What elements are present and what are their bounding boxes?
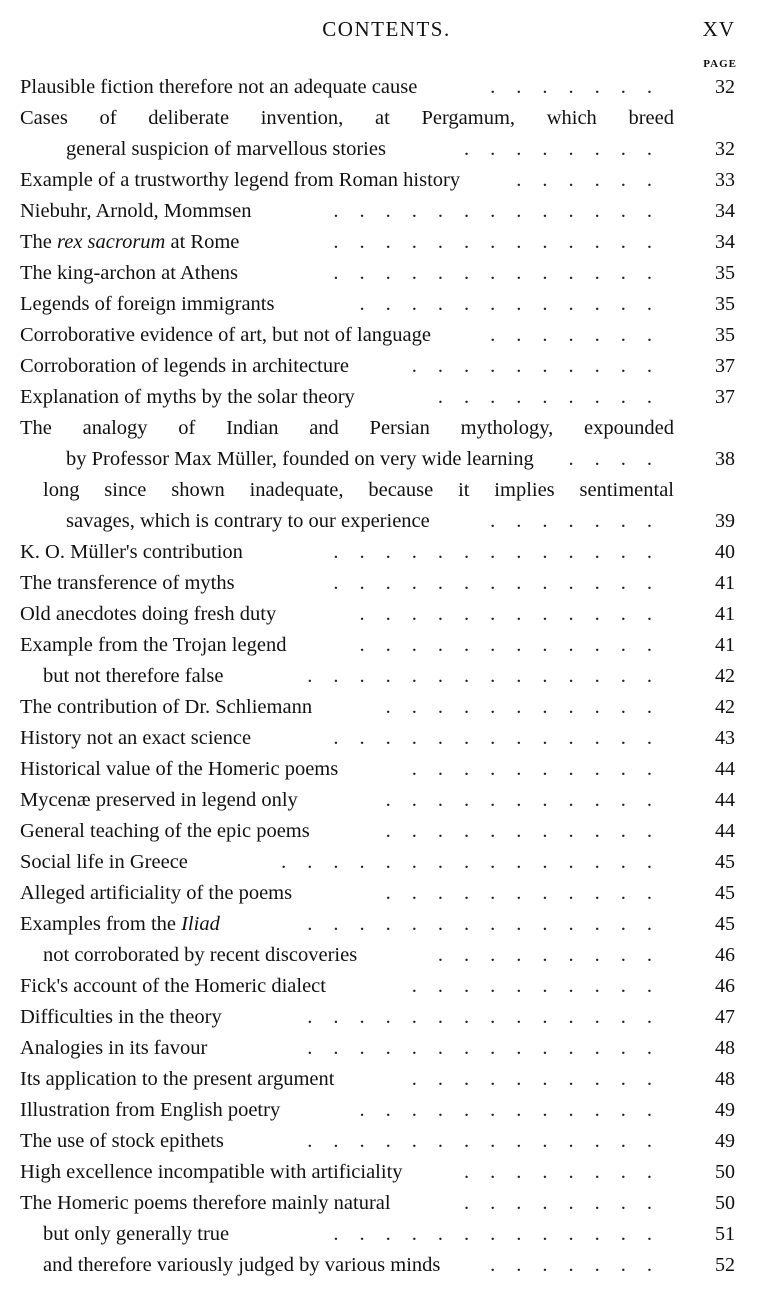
toc-page-number: 32 xyxy=(715,76,735,98)
toc-entry xyxy=(0,1002,773,1033)
toc-page-number: 35 xyxy=(715,293,735,315)
toc-entry-title-italic: rex sacrorum xyxy=(57,231,166,253)
toc-entry xyxy=(0,1250,773,1281)
toc-entry xyxy=(0,1095,773,1126)
toc-entry xyxy=(0,971,773,1002)
toc-entry-title: The contribution of Dr. Schliemann xyxy=(20,696,313,718)
toc-page-number: 45 xyxy=(715,913,735,935)
leader-dots: ......... xyxy=(437,386,673,408)
toc-entry-title: savages, which is contrary to our experience xyxy=(66,510,430,532)
toc-entry-title: Cases of deliberate invention, at Pergamum, which breed xyxy=(20,107,674,129)
toc-entry-title: Corroboration of legends in architecture xyxy=(20,355,350,377)
toc-entry xyxy=(0,1219,773,1250)
toc-page-number: 35 xyxy=(715,262,735,284)
leader-dots: ............ xyxy=(359,634,673,656)
toc-entry xyxy=(0,134,773,165)
toc-entry xyxy=(0,816,773,847)
toc-entry-title: Alleged artificiality of the poems xyxy=(20,882,293,904)
toc-entry-title: Difficulties in the theory xyxy=(20,1006,222,1028)
leader-dots: .............. xyxy=(307,1037,673,1059)
toc-entry xyxy=(0,413,773,444)
leader-dots: ............ xyxy=(359,293,673,315)
toc-entry xyxy=(0,506,773,537)
toc-entry-title: Historical value of the Homeric poems xyxy=(20,758,339,780)
toc-entry xyxy=(0,754,773,785)
toc-entry-title: History not an exact science xyxy=(20,727,252,749)
toc-entry xyxy=(0,382,773,413)
toc-page-number: 42 xyxy=(715,696,735,718)
toc-entry xyxy=(0,630,773,661)
toc-page-number: 50 xyxy=(715,1192,735,1214)
toc-page-number: 48 xyxy=(715,1037,735,1059)
toc-entry xyxy=(0,289,773,320)
toc-entry xyxy=(0,444,773,475)
toc-entry xyxy=(0,1126,773,1157)
toc-page-number: 50 xyxy=(715,1161,735,1183)
toc-entry-title: The king-archon at Athens xyxy=(20,262,239,284)
toc-entry-title: The use of stock epithets xyxy=(20,1130,224,1152)
toc-entry xyxy=(0,351,773,382)
toc-entry-title: not corroborated by recent discoveries xyxy=(43,944,358,966)
toc-entry-title: The Homeric poems therefore mainly natural xyxy=(20,1192,391,1214)
toc-entry xyxy=(0,909,773,940)
leader-dots: ........ xyxy=(464,1192,673,1214)
toc-entry-title: by Professor Max Müller, founded on very wide learning xyxy=(66,448,534,470)
toc-page-number: 35 xyxy=(715,324,735,346)
toc-entry xyxy=(0,258,773,289)
toc-entry-title: Legends of foreign immigrants xyxy=(20,293,275,315)
table-of-contents xyxy=(0,72,773,1281)
toc-entry xyxy=(0,723,773,754)
toc-page-number: 34 xyxy=(715,231,735,253)
leader-dots: ........... xyxy=(385,789,673,811)
leader-dots: ....... xyxy=(490,510,673,532)
leader-dots: .......... xyxy=(411,355,673,377)
toc-entry-title: but not therefore false xyxy=(43,665,224,687)
toc-page-number: 49 xyxy=(715,1130,735,1152)
toc-entry-title: Mycenæ preserved in legend only xyxy=(20,789,298,811)
leader-dots: ....... xyxy=(490,324,673,346)
toc-entry-title: The analogy of Indian and Persian mythology, expounded xyxy=(20,417,674,439)
toc-entry-title: general suspicion of marvellous stories xyxy=(66,138,386,160)
toc-entry xyxy=(0,847,773,878)
toc-entry-title: Example of a trustworthy legend from Roman history xyxy=(20,169,461,191)
toc-page-number: 46 xyxy=(715,944,735,966)
leader-dots: ............. xyxy=(333,572,673,594)
toc-entry xyxy=(0,165,773,196)
toc-page-number: 47 xyxy=(715,1006,735,1028)
leader-dots: .......... xyxy=(411,975,673,997)
toc-page-number: 44 xyxy=(715,820,735,842)
toc-entry-title: Corroborative evidence of art, but not of language xyxy=(20,324,431,346)
leader-dots: ............ xyxy=(359,1099,673,1121)
toc-page-number: 44 xyxy=(715,789,735,811)
leader-dots: .............. xyxy=(307,665,673,687)
toc-entry xyxy=(0,940,773,971)
toc-entry-title: The transference of myths xyxy=(20,572,235,594)
folio-number: XV xyxy=(702,17,735,41)
leader-dots: .... xyxy=(568,448,673,470)
leader-dots: ............. xyxy=(333,200,673,222)
toc-page-number: 42 xyxy=(715,665,735,687)
toc-entry-title: Niebuhr, Arnold, Mommsen xyxy=(20,200,252,222)
leader-dots: ............ xyxy=(359,603,673,625)
leader-dots: ............... xyxy=(281,851,673,873)
toc-entry-title: Example from the Trojan legend xyxy=(20,634,287,656)
toc-entry-title: Plausible fiction therefore not an adequate cause xyxy=(20,76,418,98)
toc-page-number: 41 xyxy=(715,572,735,594)
running-head xyxy=(0,14,773,44)
toc-entry-title: K. O. Müller's contribution xyxy=(20,541,243,563)
leader-dots: .......... xyxy=(411,758,673,780)
toc-page-number: 48 xyxy=(715,1068,735,1090)
leader-dots: ....... xyxy=(490,1254,673,1276)
leader-dots: ......... xyxy=(437,944,673,966)
toc-page-number: 46 xyxy=(715,975,735,997)
leader-dots: ........... xyxy=(385,882,673,904)
toc-page-number: 41 xyxy=(715,603,735,625)
toc-entry-title xyxy=(20,227,239,258)
toc-page-number: 43 xyxy=(715,727,735,749)
toc-entry xyxy=(0,785,773,816)
toc-page-number: 45 xyxy=(715,882,735,904)
leader-dots: ....... xyxy=(490,76,673,98)
toc-entry xyxy=(0,568,773,599)
toc-page-number: 52 xyxy=(715,1254,735,1276)
toc-entry-title: Explanation of myths by the solar theory xyxy=(20,386,355,408)
toc-entry-title: but only generally true xyxy=(43,1223,230,1245)
leader-dots: ........... xyxy=(385,696,673,718)
toc-page-number: 33 xyxy=(715,169,735,191)
toc-entry-title: and therefore variously judged by various minds xyxy=(43,1254,441,1276)
leader-dots: ........... xyxy=(385,820,673,842)
toc-page-number: 37 xyxy=(715,386,735,408)
toc-page-number: 41 xyxy=(715,634,735,656)
leader-dots: .............. xyxy=(307,913,673,935)
toc-entry-title: General teaching of the epic poems xyxy=(20,820,310,842)
leader-dots: ...... xyxy=(516,169,673,191)
leader-dots: ........ xyxy=(464,1161,673,1183)
toc-entry-title-part: at Rome xyxy=(165,231,240,253)
leader-dots: ............. xyxy=(333,231,673,253)
toc-page-number: 44 xyxy=(715,758,735,780)
toc-entry xyxy=(0,1064,773,1095)
toc-entry-title-part: The xyxy=(20,231,57,253)
toc-entry xyxy=(0,692,773,723)
toc-entry-title: Fick's account of the Homeric dialect xyxy=(20,975,326,997)
toc-entry-title: Illustration from English poetry xyxy=(20,1099,281,1121)
leader-dots: ............. xyxy=(333,541,673,563)
leader-dots: .......... xyxy=(411,1068,673,1090)
toc-entry-title-italic: Iliad xyxy=(181,913,220,935)
toc-page-number: 51 xyxy=(715,1223,735,1245)
toc-entry xyxy=(0,103,773,134)
toc-entry xyxy=(0,227,773,258)
toc-entry xyxy=(0,320,773,351)
toc-entry-title: Old anecdotes doing fresh duty xyxy=(20,603,277,625)
leader-dots: ............. xyxy=(333,1223,673,1245)
page-title: CONTENTS. xyxy=(322,17,451,41)
toc-entry xyxy=(0,1188,773,1219)
toc-entry-title: Its application to the present argument xyxy=(20,1068,335,1090)
toc-entry xyxy=(0,1033,773,1064)
toc-page-number: 34 xyxy=(715,200,735,222)
leader-dots: .............. xyxy=(307,1006,673,1028)
toc-page-number: 38 xyxy=(715,448,735,470)
toc-page-number: 39 xyxy=(715,510,735,532)
toc-entry xyxy=(0,475,773,506)
leader-dots: ............. xyxy=(333,262,673,284)
toc-page-number: 37 xyxy=(715,355,735,377)
toc-page-number: 40 xyxy=(715,541,735,563)
toc-entry-title: Analogies in its favour xyxy=(20,1037,208,1059)
toc-entry xyxy=(0,196,773,227)
toc-entry xyxy=(0,878,773,909)
leader-dots: .............. xyxy=(307,1130,673,1152)
toc-entry xyxy=(0,537,773,568)
page-column-label: PAGE xyxy=(703,58,737,70)
toc-page-number: 32 xyxy=(715,138,735,160)
toc-entry-title: long since shown inadequate, because it implies sentimental xyxy=(43,479,674,501)
leader-dots: ........ xyxy=(464,138,673,160)
toc-entry-title xyxy=(20,909,220,940)
toc-page-number: 49 xyxy=(715,1099,735,1121)
toc-entry xyxy=(0,1157,773,1188)
toc-entry-title-part: Examples from the xyxy=(20,913,182,935)
toc-entry-title: High excellence incompatible with artificiality xyxy=(20,1161,403,1183)
toc-entry xyxy=(0,72,773,103)
toc-entry-title: Social life in Greece xyxy=(20,851,188,873)
toc-page-number: 45 xyxy=(715,851,735,873)
toc-entry xyxy=(0,661,773,692)
leader-dots: ............. xyxy=(333,727,673,749)
toc-entry xyxy=(0,599,773,630)
